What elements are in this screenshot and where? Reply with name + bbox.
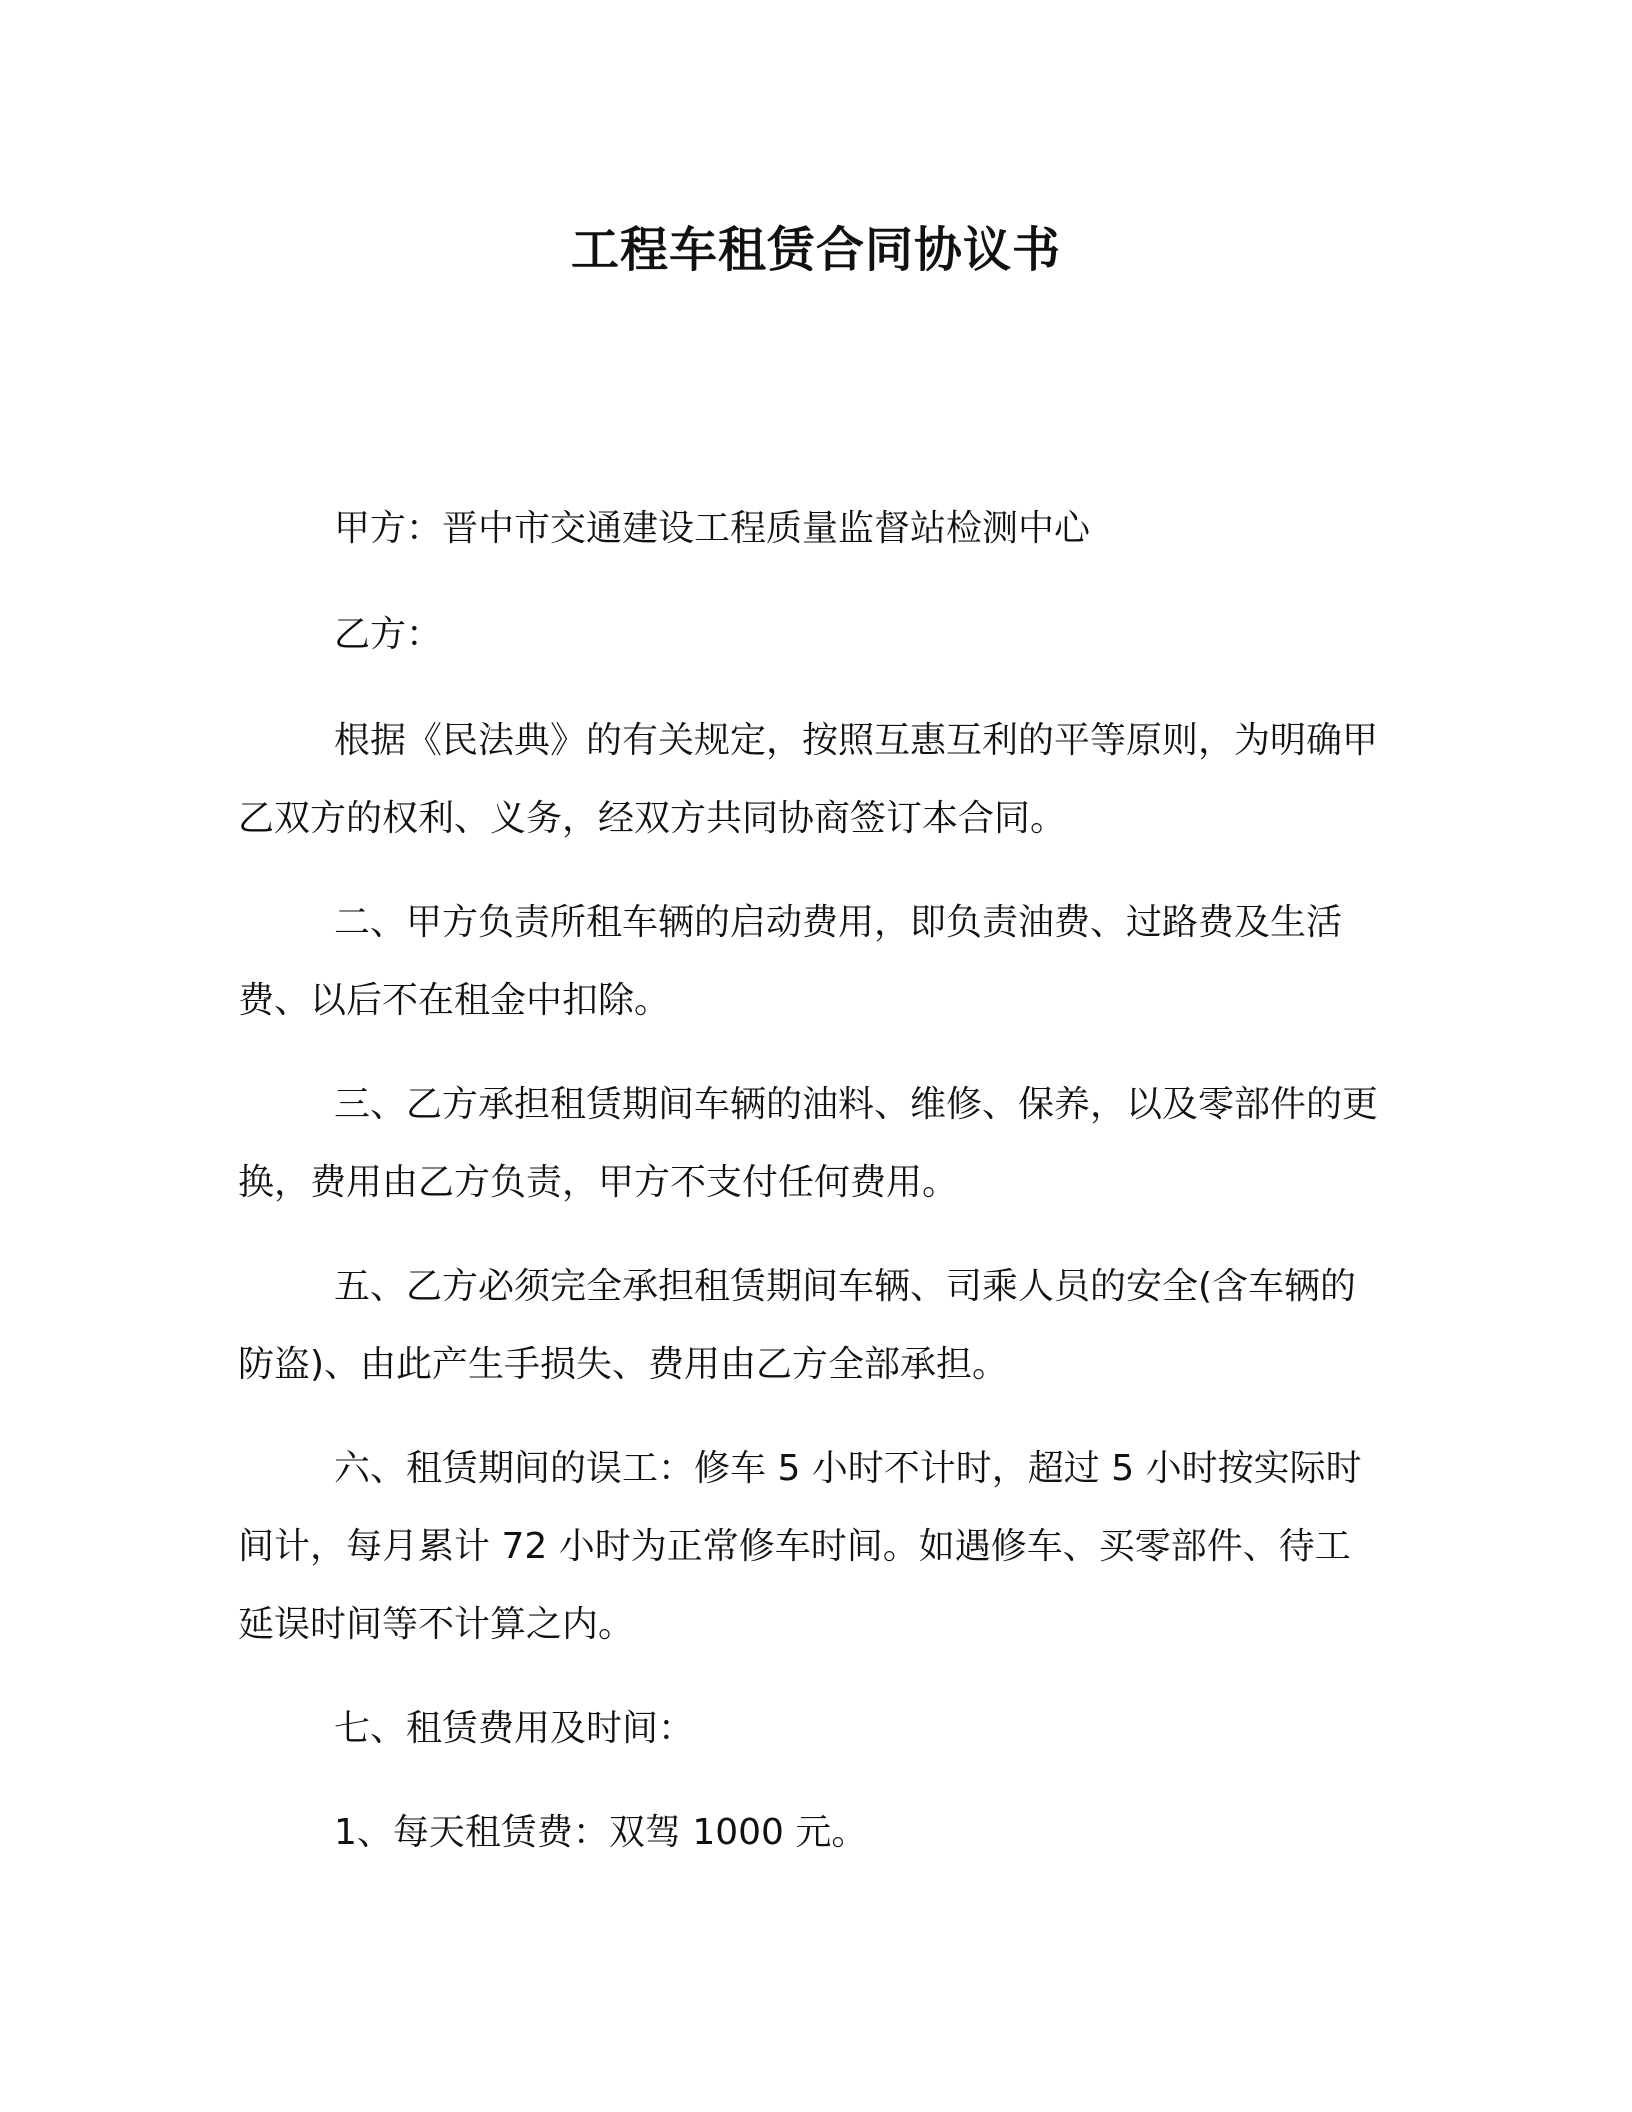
party-b-line: 乙方： (334, 614, 443, 655)
clause-2: 二、甲方负责所租车辆的启动费用，即负责油费、过路费及生活费、以后不在租金中扣除。 (238, 902, 1343, 1021)
clause-7-item-1: 1、每天租赁费：双驾 1000 元。 (334, 1812, 868, 1853)
clause-7: 七、租赁费用及时间： (334, 1708, 695, 1749)
clause-3: 三、乙方承担租赁期间车辆的油料、维修、保养，以及零部件的更换，费用由乙方负责，甲方不支付任何费用。 (238, 1084, 1379, 1203)
document-title: 工程车租赁合同协议书 (570, 222, 1061, 278)
clause-6: 六、租赁期间的误工：修车 5 小时不计时，超过 5 小时按实际时间计，每月累计 72 小时为正常修车时间。如遇修车、买零部件、待工延误时间等不计算之内。 (238, 1448, 1362, 1645)
preamble-paragraph: 根据《民法典》的有关规定，按照互惠互利的平等原则，为明确甲乙双方的权利、义务，经双方共同协商签订本合同。 (238, 720, 1379, 839)
party-a-line: 甲方：晋中市交通建设工程质量监督站检测中心 (334, 508, 1091, 549)
document-body (238, 490, 1378, 1872)
clause-5: 五、乙方必须完全承担租赁期间车辆、司乘人员的安全(含车辆的防盗)、由此产生手损失、费用由乙方全部承担。 (238, 1266, 1357, 1385)
